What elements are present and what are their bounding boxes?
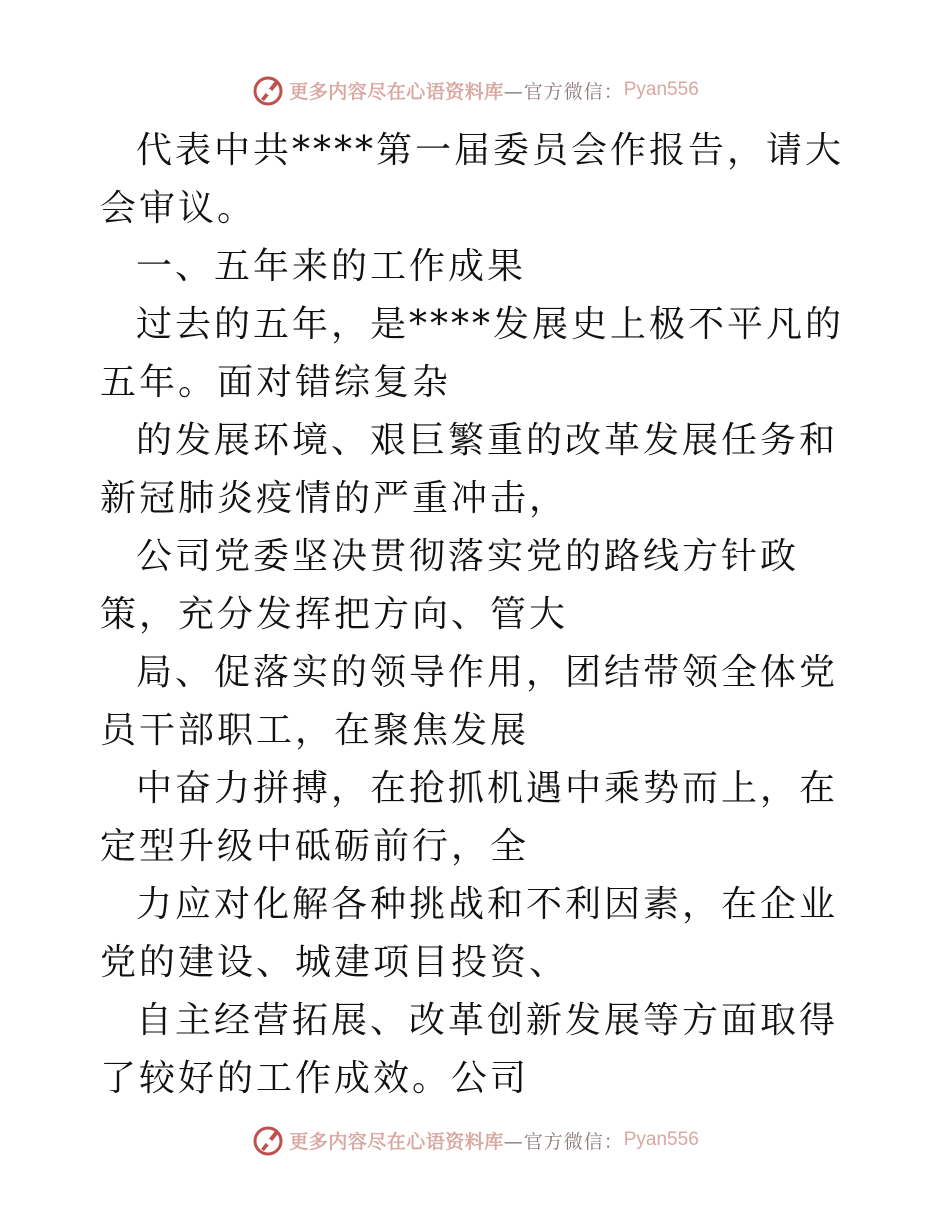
banner-wechat-label: —官方微信： xyxy=(503,1130,624,1153)
paragraph-line: 局、促落实的领导作用，团结带领全体党员干部职工，在聚焦发展 xyxy=(100,652,839,751)
paragraph-line: 力应对化解各种挑战和不利因素，在企业党的建设、城建项目投资、 xyxy=(100,884,839,983)
pen-logo-icon xyxy=(251,73,285,107)
paragraph-line: 过去的五年，是****发展史上极不平凡的五年。面对错综复杂 xyxy=(100,304,845,403)
paragraph-line: 中奋力拼搏，在抢抓机遇中乘势而上，在定型升级中砥砺前行，全 xyxy=(100,768,839,867)
paragraph-line: 公司党委坚决贯彻落实党的路线方针政策，充分发挥把方向、管大 xyxy=(100,536,800,635)
banner-wechat-label: —官方微信： xyxy=(503,80,624,103)
paragraph-line: 自主经营拓展、改革创新发展等方面取得了较好的工作成效。公司 xyxy=(100,1000,839,1099)
banner-wechat-id: Pyan556 xyxy=(623,79,699,100)
footer-banner xyxy=(0,1120,950,1160)
paragraph-line: 的发展环境、艰巨繁重的改革发展任务和新冠肺炎疫情的严重冲击， xyxy=(100,420,839,519)
section-heading: 一、五年来的工作成果 xyxy=(136,246,527,287)
document-body xyxy=(100,122,860,1108)
banner-wechat-id: Pyan556 xyxy=(623,1129,699,1150)
banner-main-text: 更多内容尽在心语资料库 xyxy=(289,80,504,103)
paragraph-intro: 代表中共****第一届委员会作报告，请大会审议。 xyxy=(100,130,845,229)
header-banner xyxy=(0,70,950,110)
banner-main-text: 更多内容尽在心语资料库 xyxy=(289,1130,504,1153)
pen-logo-icon xyxy=(251,1123,285,1157)
